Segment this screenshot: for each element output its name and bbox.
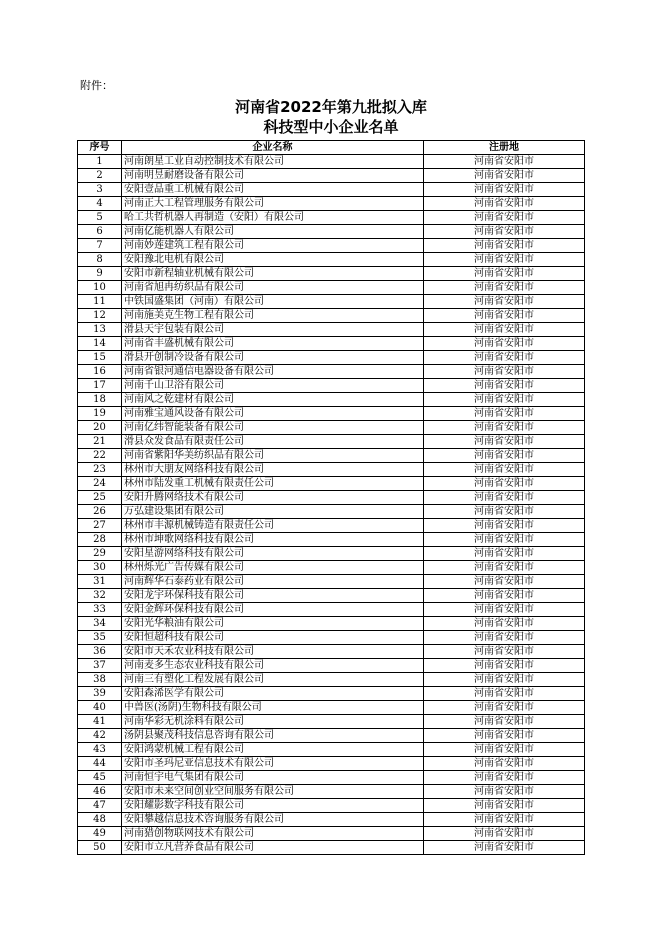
row-serial-number: 15 bbox=[78, 351, 122, 365]
table-row bbox=[78, 239, 585, 253]
row-enterprise-name: 河南辉华石泰药业有限公司 bbox=[122, 575, 424, 589]
row-enterprise-name: 河南省丰盛机械有限公司 bbox=[122, 337, 424, 351]
row-serial-number: 19 bbox=[78, 407, 122, 421]
row-registered-place: 河南省安阳市 bbox=[424, 701, 585, 715]
row-enterprise-name: 安阳攀越信息技术咨询服务有限公司 bbox=[122, 813, 424, 827]
row-serial-number: 39 bbox=[78, 687, 122, 701]
row-serial-number: 14 bbox=[78, 337, 122, 351]
header-enterprise-name: 企业名称 bbox=[122, 141, 424, 155]
row-enterprise-name: 万弘建设集团有限公司 bbox=[122, 505, 424, 519]
table-row bbox=[78, 211, 585, 225]
row-registered-place: 河南省安阳市 bbox=[424, 561, 585, 575]
row-registered-place: 河南省安阳市 bbox=[424, 673, 585, 687]
row-registered-place: 河南省安阳市 bbox=[424, 659, 585, 673]
row-enterprise-name: 安阳市圣玛尼亚信息技术有限公司 bbox=[122, 757, 424, 771]
row-registered-place: 河南省安阳市 bbox=[424, 155, 585, 169]
row-serial-number: 24 bbox=[78, 477, 122, 491]
table-row bbox=[78, 435, 585, 449]
row-enterprise-name: 河南省旭冉纺织品有限公司 bbox=[122, 281, 424, 295]
table-row bbox=[78, 813, 585, 827]
row-serial-number: 5 bbox=[78, 211, 122, 225]
row-serial-number: 35 bbox=[78, 631, 122, 645]
row-enterprise-name: 河南华彩无机涂料有限公司 bbox=[122, 715, 424, 729]
row-registered-place: 河南省安阳市 bbox=[424, 463, 585, 477]
row-registered-place: 河南省安阳市 bbox=[424, 491, 585, 505]
table-row bbox=[78, 757, 585, 771]
row-serial-number: 31 bbox=[78, 575, 122, 589]
table-row bbox=[78, 547, 585, 561]
row-enterprise-name: 林州市大朋友网络科技有限公司 bbox=[122, 463, 424, 477]
row-enterprise-name: 河南雅宝通风设备有限公司 bbox=[122, 407, 424, 421]
row-enterprise-name: 安阳耀影数字科技有限公司 bbox=[122, 799, 424, 813]
row-serial-number: 22 bbox=[78, 449, 122, 463]
row-serial-number: 50 bbox=[78, 841, 122, 855]
row-registered-place: 河南省安阳市 bbox=[424, 267, 585, 281]
row-registered-place: 河南省安阳市 bbox=[424, 729, 585, 743]
row-registered-place: 河南省安阳市 bbox=[424, 309, 585, 323]
row-serial-number: 44 bbox=[78, 757, 122, 771]
row-enterprise-name: 河南猎创物联网技术有限公司 bbox=[122, 827, 424, 841]
table-row bbox=[78, 561, 585, 575]
table-row bbox=[78, 743, 585, 757]
row-serial-number: 9 bbox=[78, 267, 122, 281]
document-title-line-1: 河南省2022年第九批拟入库 bbox=[235, 98, 427, 116]
row-serial-number: 47 bbox=[78, 799, 122, 813]
row-registered-place: 河南省安阳市 bbox=[424, 743, 585, 757]
table-row bbox=[78, 155, 585, 169]
row-enterprise-name: 汤阴县聚茂科技信息咨询有限公司 bbox=[122, 729, 424, 743]
table-row bbox=[78, 785, 585, 799]
row-enterprise-name: 安阳壹品重工机械有限公司 bbox=[122, 183, 424, 197]
table-row bbox=[78, 729, 585, 743]
row-registered-place: 河南省安阳市 bbox=[424, 603, 585, 617]
table-row bbox=[78, 253, 585, 267]
row-registered-place: 河南省安阳市 bbox=[424, 323, 585, 337]
row-enterprise-name: 河南妙莲建筑工程有限公司 bbox=[122, 239, 424, 253]
row-registered-place: 河南省安阳市 bbox=[424, 813, 585, 827]
row-enterprise-name: 河南省紫阳华美纺织品有限公司 bbox=[122, 449, 424, 463]
row-enterprise-name: 安阳森浠医学有限公司 bbox=[122, 687, 424, 701]
row-serial-number: 13 bbox=[78, 323, 122, 337]
row-enterprise-name: 安阳鸿蒙机械工程有限公司 bbox=[122, 743, 424, 757]
row-enterprise-name: 安阳市立凡营养食品有限公司 bbox=[122, 841, 424, 855]
row-serial-number: 4 bbox=[78, 197, 122, 211]
row-enterprise-name: 林州市丰源机械铸造有限责任公司 bbox=[122, 519, 424, 533]
row-serial-number: 8 bbox=[78, 253, 122, 267]
row-serial-number: 40 bbox=[78, 701, 122, 715]
table-row bbox=[78, 379, 585, 393]
row-serial-number: 43 bbox=[78, 743, 122, 757]
row-serial-number: 16 bbox=[78, 365, 122, 379]
row-enterprise-name: 安阳光华粮油有限公司 bbox=[122, 617, 424, 631]
row-registered-place: 河南省安阳市 bbox=[424, 421, 585, 435]
row-enterprise-name: 河南三有塑化工程发展有限公司 bbox=[122, 673, 424, 687]
row-registered-place: 河南省安阳市 bbox=[424, 589, 585, 603]
row-enterprise-name: 河南千山卫浴有限公司 bbox=[122, 379, 424, 393]
row-serial-number: 11 bbox=[78, 295, 122, 309]
table-row bbox=[78, 617, 585, 631]
row-registered-place: 河南省安阳市 bbox=[424, 519, 585, 533]
row-registered-place: 河南省安阳市 bbox=[424, 505, 585, 519]
attachment-label: 附件： bbox=[80, 79, 113, 92]
table-row bbox=[78, 589, 585, 603]
row-registered-place: 河南省安阳市 bbox=[424, 841, 585, 855]
row-serial-number: 30 bbox=[78, 561, 122, 575]
row-serial-number: 21 bbox=[78, 435, 122, 449]
table-row bbox=[78, 169, 585, 183]
row-enterprise-name: 河南麦多生态农业科技有限公司 bbox=[122, 659, 424, 673]
row-serial-number: 29 bbox=[78, 547, 122, 561]
row-enterprise-name: 河南明昱耐磨设备有限公司 bbox=[122, 169, 424, 183]
row-registered-place: 河南省安阳市 bbox=[424, 757, 585, 771]
table-row bbox=[78, 309, 585, 323]
row-registered-place: 河南省安阳市 bbox=[424, 379, 585, 393]
table-row bbox=[78, 225, 585, 239]
row-enterprise-name: 河南亿能机器人有限公司 bbox=[122, 225, 424, 239]
row-enterprise-name: 安阳豫北电机有限公司 bbox=[122, 253, 424, 267]
table-row bbox=[78, 449, 585, 463]
row-registered-place: 河南省安阳市 bbox=[424, 169, 585, 183]
row-enterprise-name: 安阳恒超科技有限公司 bbox=[122, 631, 424, 645]
row-registered-place: 河南省安阳市 bbox=[424, 617, 585, 631]
table-row bbox=[78, 715, 585, 729]
row-registered-place: 河南省安阳市 bbox=[424, 477, 585, 491]
row-serial-number: 37 bbox=[78, 659, 122, 673]
table-row bbox=[78, 575, 585, 589]
row-serial-number: 6 bbox=[78, 225, 122, 239]
table-row bbox=[78, 533, 585, 547]
row-enterprise-name: 哈工共哲机器人再制造（安阳）有限公司 bbox=[122, 211, 424, 225]
row-serial-number: 46 bbox=[78, 785, 122, 799]
row-enterprise-name: 河南省银河通信电器设备有限公司 bbox=[122, 365, 424, 379]
row-registered-place: 河南省安阳市 bbox=[424, 407, 585, 421]
table-row bbox=[78, 407, 585, 421]
table-row bbox=[78, 603, 585, 617]
table-row bbox=[78, 631, 585, 645]
row-registered-place: 河南省安阳市 bbox=[424, 715, 585, 729]
row-enterprise-name: 安阳市新程轴业机械有限公司 bbox=[122, 267, 424, 281]
row-serial-number: 7 bbox=[78, 239, 122, 253]
row-serial-number: 12 bbox=[78, 309, 122, 323]
row-enterprise-name: 河南恒宇电气集团有限公司 bbox=[122, 771, 424, 785]
row-registered-place: 河南省安阳市 bbox=[424, 365, 585, 379]
row-registered-place: 河南省安阳市 bbox=[424, 351, 585, 365]
row-serial-number: 2 bbox=[78, 169, 122, 183]
row-enterprise-name: 河南正大工程管理服务有限公司 bbox=[122, 197, 424, 211]
header-registered-place: 注册地 bbox=[424, 141, 585, 155]
row-registered-place: 河南省安阳市 bbox=[424, 687, 585, 701]
row-serial-number: 27 bbox=[78, 519, 122, 533]
row-registered-place: 河南省安阳市 bbox=[424, 253, 585, 267]
row-serial-number: 3 bbox=[78, 183, 122, 197]
row-registered-place: 河南省安阳市 bbox=[424, 533, 585, 547]
row-registered-place: 河南省安阳市 bbox=[424, 449, 585, 463]
table-row bbox=[78, 365, 585, 379]
row-enterprise-name: 滑县开创制冷设备有限公司 bbox=[122, 351, 424, 365]
row-enterprise-name: 林州市陆发重工机械有限责任公司 bbox=[122, 477, 424, 491]
row-enterprise-name: 滑县天宇包装有限公司 bbox=[122, 323, 424, 337]
row-registered-place: 河南省安阳市 bbox=[424, 295, 585, 309]
row-serial-number: 34 bbox=[78, 617, 122, 631]
row-serial-number: 38 bbox=[78, 673, 122, 687]
row-registered-place: 河南省安阳市 bbox=[424, 337, 585, 351]
row-serial-number: 41 bbox=[78, 715, 122, 729]
row-enterprise-name: 安阳金辉环保科技有限公司 bbox=[122, 603, 424, 617]
table-row bbox=[78, 645, 585, 659]
row-registered-place: 河南省安阳市 bbox=[424, 435, 585, 449]
row-registered-place: 河南省安阳市 bbox=[424, 547, 585, 561]
row-serial-number: 33 bbox=[78, 603, 122, 617]
table-row bbox=[78, 337, 585, 351]
row-enterprise-name: 林州烁光广告传媒有限公司 bbox=[122, 561, 424, 575]
table-row bbox=[78, 827, 585, 841]
row-registered-place: 河南省安阳市 bbox=[424, 281, 585, 295]
table-row bbox=[78, 295, 585, 309]
row-serial-number: 25 bbox=[78, 491, 122, 505]
row-serial-number: 28 bbox=[78, 533, 122, 547]
table-row bbox=[78, 421, 585, 435]
row-registered-place: 河南省安阳市 bbox=[424, 771, 585, 785]
row-registered-place: 河南省安阳市 bbox=[424, 575, 585, 589]
table-row bbox=[78, 393, 585, 407]
row-enterprise-name: 安阳升腾网络技术有限公司 bbox=[122, 491, 424, 505]
table-row bbox=[78, 197, 585, 211]
row-registered-place: 河南省安阳市 bbox=[424, 799, 585, 813]
row-registered-place: 河南省安阳市 bbox=[424, 785, 585, 799]
enterprise-list-table bbox=[77, 140, 585, 855]
row-enterprise-name: 河南亿纬智能装备有限公司 bbox=[122, 421, 424, 435]
row-registered-place: 河南省安阳市 bbox=[424, 631, 585, 645]
row-enterprise-name: 安阳星游网络科技有限公司 bbox=[122, 547, 424, 561]
row-registered-place: 河南省安阳市 bbox=[424, 239, 585, 253]
row-enterprise-name: 滑县众发食品有限责任公司 bbox=[122, 435, 424, 449]
row-enterprise-name: 中铁国盛集团（河南）有限公司 bbox=[122, 295, 424, 309]
row-serial-number: 10 bbox=[78, 281, 122, 295]
row-serial-number: 18 bbox=[78, 393, 122, 407]
table-row bbox=[78, 183, 585, 197]
row-enterprise-name: 河南风之乾建材有限公司 bbox=[122, 393, 424, 407]
row-serial-number: 45 bbox=[78, 771, 122, 785]
row-enterprise-name: 安阳市未来空间创业空间服务有限公司 bbox=[122, 785, 424, 799]
row-serial-number: 1 bbox=[78, 155, 122, 169]
table-row bbox=[78, 701, 585, 715]
row-enterprise-name: 河南朗星工业自动控制技术有限公司 bbox=[122, 155, 424, 169]
table-row bbox=[78, 491, 585, 505]
row-registered-place: 河南省安阳市 bbox=[424, 827, 585, 841]
row-serial-number: 49 bbox=[78, 827, 122, 841]
table-row bbox=[78, 323, 585, 337]
row-serial-number: 36 bbox=[78, 645, 122, 659]
row-enterprise-name: 河南施美克生物工程有限公司 bbox=[122, 309, 424, 323]
table-row bbox=[78, 841, 585, 855]
row-serial-number: 23 bbox=[78, 463, 122, 477]
table-row bbox=[78, 519, 585, 533]
row-serial-number: 26 bbox=[78, 505, 122, 519]
row-serial-number: 32 bbox=[78, 589, 122, 603]
table-row bbox=[78, 267, 585, 281]
table-row bbox=[78, 351, 585, 365]
row-serial-number: 17 bbox=[78, 379, 122, 393]
table-row bbox=[78, 463, 585, 477]
table-row bbox=[78, 281, 585, 295]
row-registered-place: 河南省安阳市 bbox=[424, 197, 585, 211]
row-registered-place: 河南省安阳市 bbox=[424, 183, 585, 197]
row-serial-number: 20 bbox=[78, 421, 122, 435]
table-row bbox=[78, 505, 585, 519]
row-serial-number: 48 bbox=[78, 813, 122, 827]
document-title-line-2: 科技型中小企业名单 bbox=[263, 118, 399, 136]
row-registered-place: 河南省安阳市 bbox=[424, 645, 585, 659]
row-enterprise-name: 安阳龙宇环保科技有限公司 bbox=[122, 589, 424, 603]
table-row bbox=[78, 771, 585, 785]
header-serial-number: 序号 bbox=[78, 141, 122, 155]
table-row bbox=[78, 687, 585, 701]
table-row bbox=[78, 659, 585, 673]
row-registered-place: 河南省安阳市 bbox=[424, 393, 585, 407]
row-enterprise-name: 安阳市天禾农业科技有限公司 bbox=[122, 645, 424, 659]
row-registered-place: 河南省安阳市 bbox=[424, 225, 585, 239]
row-enterprise-name: 林州市坤歌网络科技有限公司 bbox=[122, 533, 424, 547]
row-registered-place: 河南省安阳市 bbox=[424, 211, 585, 225]
row-enterprise-name: 中兽医(汤阴)生物科技有限公司 bbox=[122, 701, 424, 715]
table-header-row bbox=[78, 141, 585, 155]
table-row bbox=[78, 673, 585, 687]
table-row bbox=[78, 477, 585, 491]
row-serial-number: 42 bbox=[78, 729, 122, 743]
table-row bbox=[78, 799, 585, 813]
